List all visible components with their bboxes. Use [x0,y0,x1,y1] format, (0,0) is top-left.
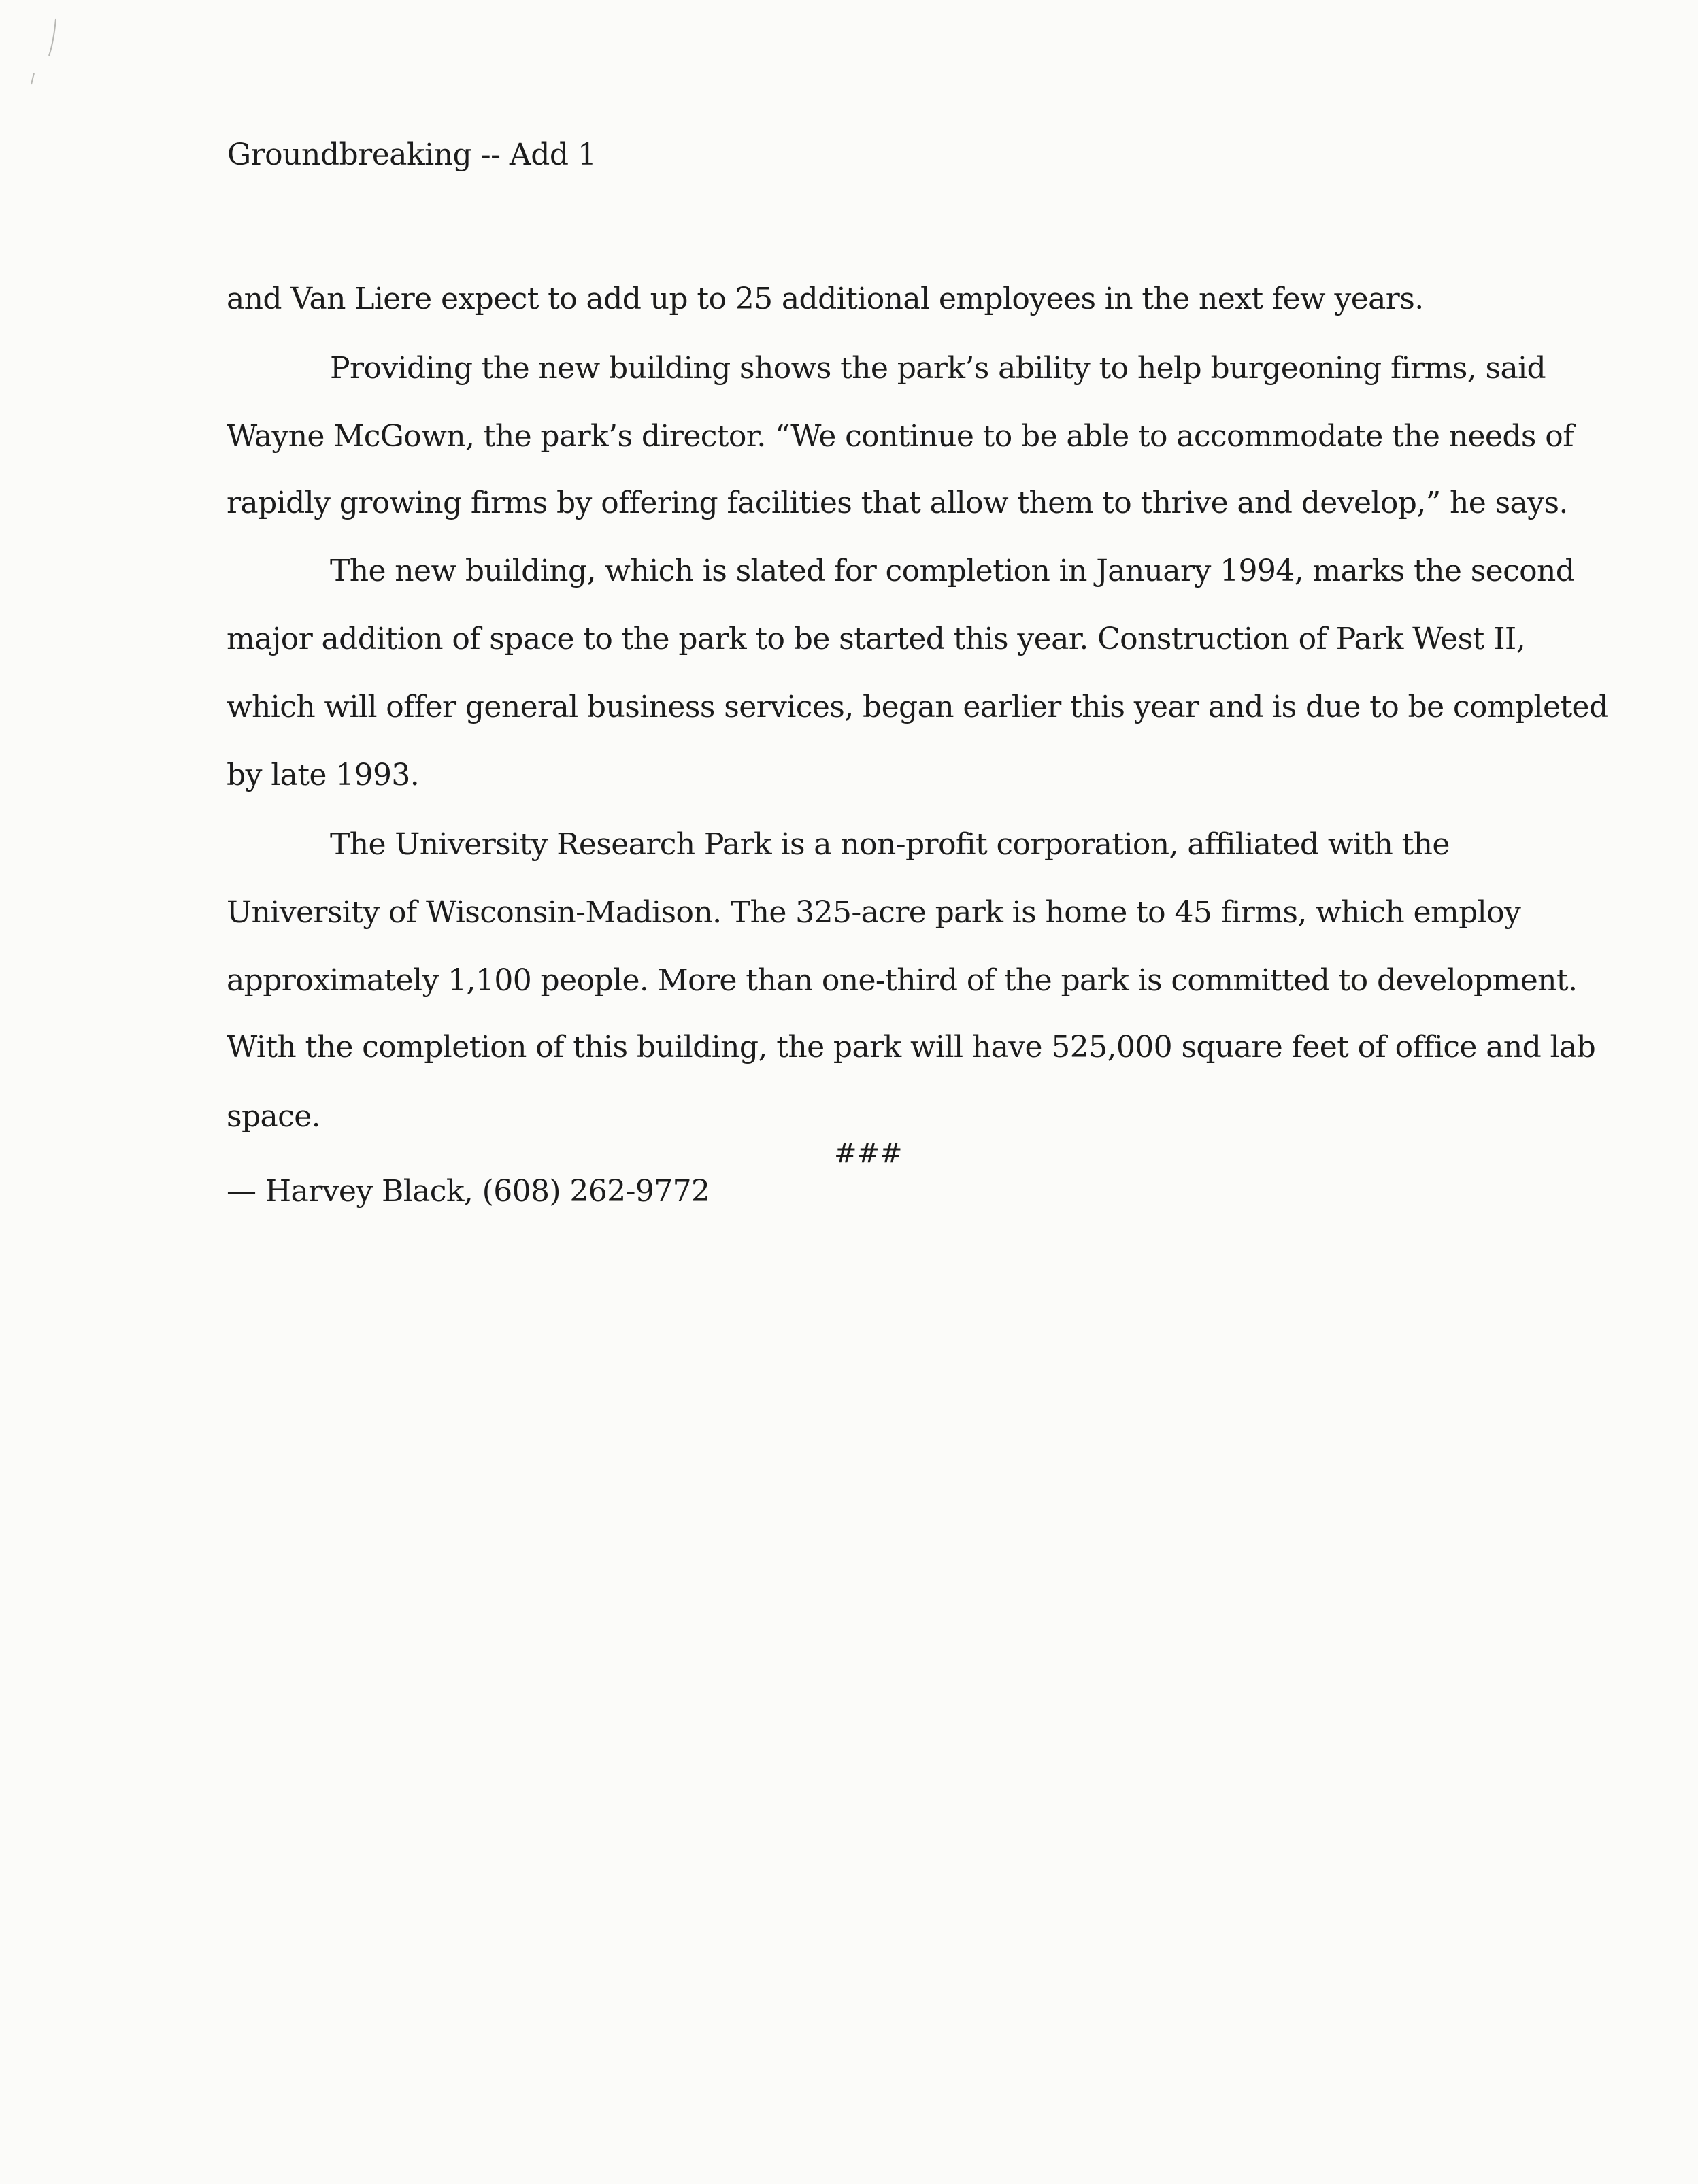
body-line: space. [227,1099,321,1134]
body-line: Wayne McGown, the park’s director. “We continue to be able to accommodate the needs of [227,419,1574,454]
body-line: rapidly growing firms by offering facilities that allow them to thrive and develop,” he says. [227,486,1568,520]
body-line: With the completion of this building, the park will have 525,000 square feet of office and lab [227,1030,1596,1064]
body-line: and Van Liere expect to add up to 25 additional employees in the next few years. [227,282,1424,316]
body-line: which will offer general business services, began earlier this year and is due to be completed [227,690,1608,724]
body-line: major addition of space to the park to be started this year. Construction of Park West II, [227,622,1526,656]
body-line: approximately 1,100 people. More than one-third of the park is committed to development. [227,963,1578,998]
body-line: by late 1993. [227,758,420,792]
pencil-mark [27,14,68,88]
page-header: Groundbreaking -- Add 1 [227,137,597,172]
body-line: Providing the new building shows the park’s ability to help burgeoning firms, said [330,351,1546,386]
body-line: The new building, which is slated for completion in January 1994, marks the second [330,554,1575,588]
body-line: The University Research Park is a non-profit corporation, affiliated with the [330,827,1450,862]
end-mark: ### [834,1138,903,1169]
byline: — Harvey Black, (608) 262-9772 [227,1174,710,1209]
body-line: University of Wisconsin-Madison. The 325-acre park is home to 45 firms, which employ [227,895,1521,930]
